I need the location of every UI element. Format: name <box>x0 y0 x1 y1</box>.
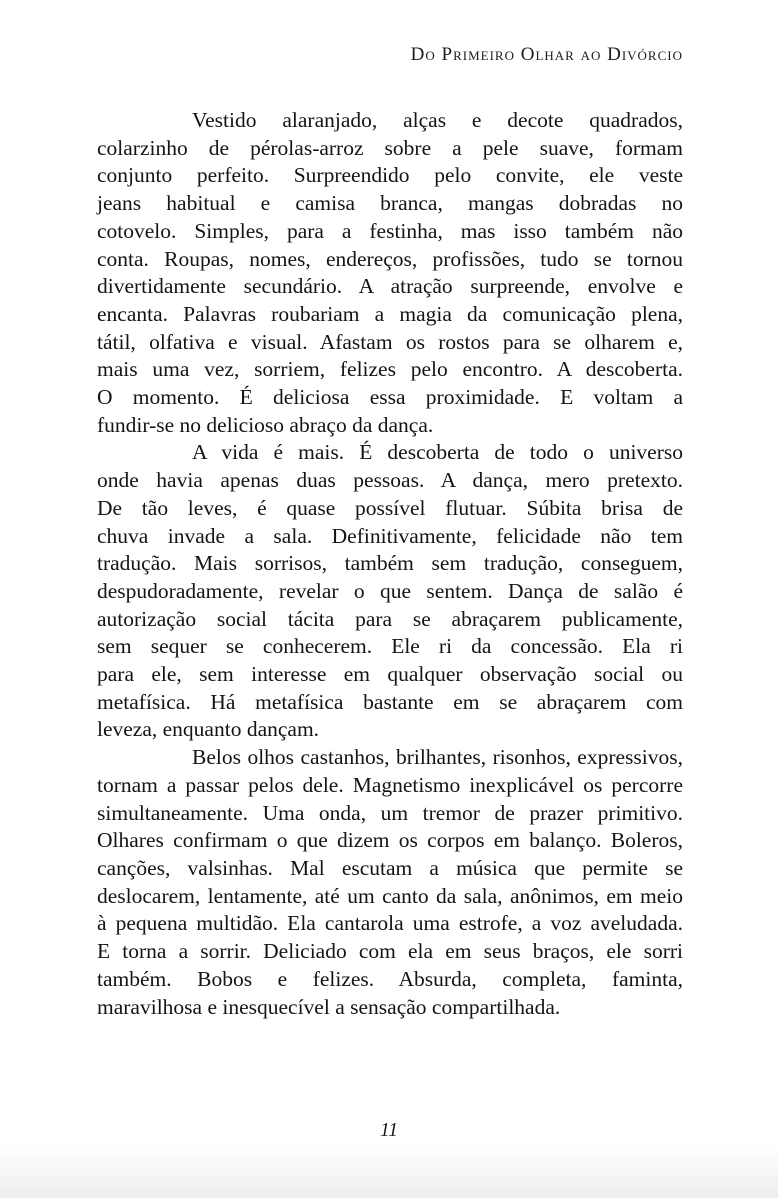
page-number: 11 <box>379 1120 399 1141</box>
text-line: encanta. Palavras roubariam a magia da comunicação plena, <box>97 301 683 326</box>
running-head: Do Primeiro Olhar ao Divórcio <box>410 44 683 65</box>
text-line: colarzinho de pérolas-arroz sobre a pele suave, formam <box>97 135 683 160</box>
text-line: Vestido alaranjado, alças e decote quadrados, <box>192 108 683 132</box>
text-line: Olhares confirmam o que dizem os corpos em balanço. Boleros, <box>97 828 683 853</box>
text-line: também. Bobos e felizes. Absurda, completa, faminta, <box>97 966 683 991</box>
text-line: cotovelo. Simples, para a festinha, mas isso também não <box>97 218 683 243</box>
text-line: fundir-se no delicioso abraço da dança. <box>97 412 434 437</box>
text-line: jeans habitual e camisa branca, mangas dobradas no <box>97 191 683 216</box>
body-text <box>97 107 683 1021</box>
text-line: chuva invade a sala. Definitivamente, felicidade não tem <box>97 523 683 548</box>
text-line: tornam a passar pelos dele. Magnetismo inexplicável os percorre <box>97 772 683 797</box>
text-line: metafísica. Há metafísica bastante em se abraçarem com <box>97 689 683 714</box>
text-line: E torna a sorrir. Deliciado com ela em seus braços, ele sorri <box>97 939 683 964</box>
text-line: à pequena multidão. Ela cantarola uma estrofe, a voz aveludada. <box>97 911 683 936</box>
text-line: canções, valsinhas. Mal escutam a música que permite se <box>97 855 683 880</box>
paragraph <box>97 107 683 439</box>
text-line: mais uma vez, sorriem, felizes pelo encontro. A descoberta. <box>97 357 683 382</box>
text-line: onde havia apenas duas pessoas. A dança, mero pretexto. <box>97 468 683 493</box>
text-line: tátil, olfativa e visual. Afastam os rostos para se olharem e, <box>97 329 683 354</box>
text-line: autorização social tácita para se abraçarem publicamente, <box>97 606 683 631</box>
paragraph <box>97 439 683 744</box>
text-line: despudoradamente, revelar o que sentem. Dança de salão é <box>97 578 683 603</box>
page-bottom-shade <box>0 1146 778 1198</box>
text-line: divertidamente secundário. A atração surpreende, envolve e <box>97 274 683 299</box>
text-line: deslocarem, lentamente, até um canto da sala, anônimos, em meio <box>97 883 683 908</box>
paragraph <box>97 744 683 1021</box>
text-line: A vida é mais. É descoberta de todo o universo <box>192 440 683 465</box>
text-line: simultaneamente. Uma onda, um tremor de prazer primitivo. <box>97 800 683 825</box>
text-line: conta. Roupas, nomes, endereços, profissões, tudo se tornou <box>97 246 683 271</box>
text-line: sem sequer se conhecerem. Ele ri da concessão. Ela ri <box>97 634 683 659</box>
text-line: Belos olhos castanhos, brilhantes, risonhos, expressivos, <box>192 745 683 770</box>
text-line: leveza, enquanto dançam. <box>97 717 320 742</box>
text-line: De tão leves, é quase possível flutuar. Súbita brisa de <box>97 495 683 520</box>
text-line: conjunto perfeito. Surpreendido pelo convite, ele veste <box>97 163 683 188</box>
text-line: tradução. Mais sorrisos, também sem tradução, conseguem, <box>97 551 683 576</box>
text-line: para ele, sem interesse em qualquer observação social ou <box>97 662 683 687</box>
text-line: O momento. É deliciosa essa proximidade. E voltam a <box>97 385 683 410</box>
text-line: maravilhosa e inesquecível a sensação compartilhada. <box>97 994 561 1019</box>
